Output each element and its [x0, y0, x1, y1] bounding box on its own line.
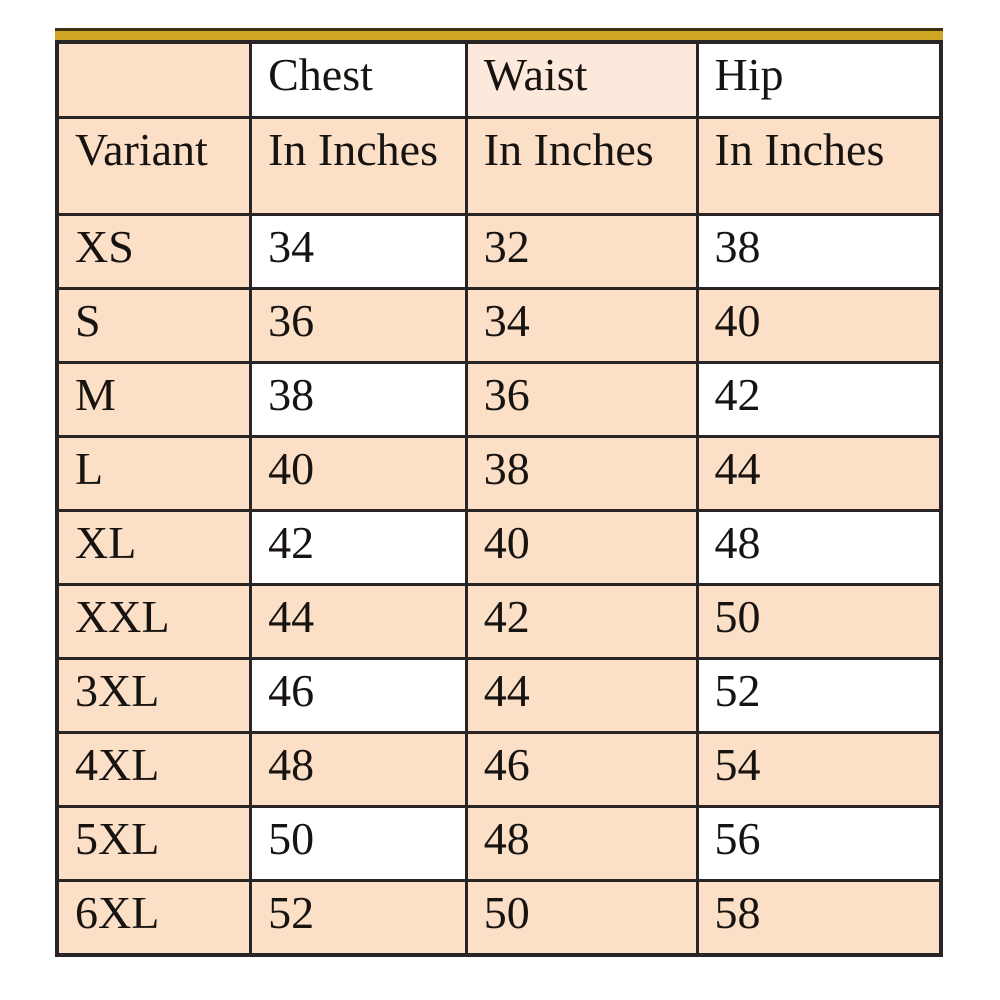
table-row-xs: [57, 215, 941, 289]
chest-cell: 50: [251, 807, 467, 881]
hip-cell: 50: [697, 585, 941, 659]
chest-cell: 48: [251, 733, 467, 807]
chest-cell: 46: [251, 659, 467, 733]
table-row-l: [57, 437, 941, 511]
header-row-units: [57, 118, 941, 215]
table-row-m: [57, 363, 941, 437]
table-row-xxl: [57, 585, 941, 659]
waist-cell: 46: [466, 733, 697, 807]
header-chest-units: In Inches: [251, 118, 467, 215]
variant-cell: L: [57, 437, 251, 511]
header-blank-cell: [57, 42, 251, 118]
variant-cell: 3XL: [57, 659, 251, 733]
table-row-3xl: [57, 659, 941, 733]
hip-cell: 54: [697, 733, 941, 807]
waist-cell: 34: [466, 289, 697, 363]
chest-cell: 40: [251, 437, 467, 511]
hip-cell: 42: [697, 363, 941, 437]
hip-cell: 58: [697, 881, 941, 956]
chest-cell: 42: [251, 511, 467, 585]
table-row-4xl: [57, 733, 941, 807]
hip-cell: 44: [697, 437, 941, 511]
size-chart-table: [55, 40, 943, 957]
waist-cell: 40: [466, 511, 697, 585]
header-row-measures: [57, 42, 941, 118]
hip-cell: 40: [697, 289, 941, 363]
chest-cell: 44: [251, 585, 467, 659]
variant-cell: XL: [57, 511, 251, 585]
waist-cell: 50: [466, 881, 697, 956]
waist-cell: 32: [466, 215, 697, 289]
waist-cell: 42: [466, 585, 697, 659]
hip-cell: 52: [697, 659, 941, 733]
variant-cell: XXL: [57, 585, 251, 659]
hip-cell: 48: [697, 511, 941, 585]
table-row-xl: [57, 511, 941, 585]
variant-cell: 6XL: [57, 881, 251, 956]
variant-cell: M: [57, 363, 251, 437]
size-chart: [55, 28, 943, 957]
chest-cell: 36: [251, 289, 467, 363]
header-waist-units: In Inches: [466, 118, 697, 215]
hip-cell: 56: [697, 807, 941, 881]
top-accent-bar: [55, 28, 943, 40]
waist-cell: 38: [466, 437, 697, 511]
waist-cell: 44: [466, 659, 697, 733]
table-row-6xl: [57, 881, 941, 956]
header-variant: Variant: [57, 118, 251, 215]
header-chest: Chest: [251, 42, 467, 118]
variant-cell: S: [57, 289, 251, 363]
waist-cell: 48: [466, 807, 697, 881]
variant-cell: 5XL: [57, 807, 251, 881]
header-waist: Waist: [466, 42, 697, 118]
chest-cell: 34: [251, 215, 467, 289]
chest-cell: 52: [251, 881, 467, 956]
header-hip-units: In Inches: [697, 118, 941, 215]
table-row-5xl: [57, 807, 941, 881]
variant-cell: 4XL: [57, 733, 251, 807]
table-row-s: [57, 289, 941, 363]
waist-cell: 36: [466, 363, 697, 437]
variant-cell: XS: [57, 215, 251, 289]
header-hip: Hip: [697, 42, 941, 118]
chest-cell: 38: [251, 363, 467, 437]
hip-cell: 38: [697, 215, 941, 289]
